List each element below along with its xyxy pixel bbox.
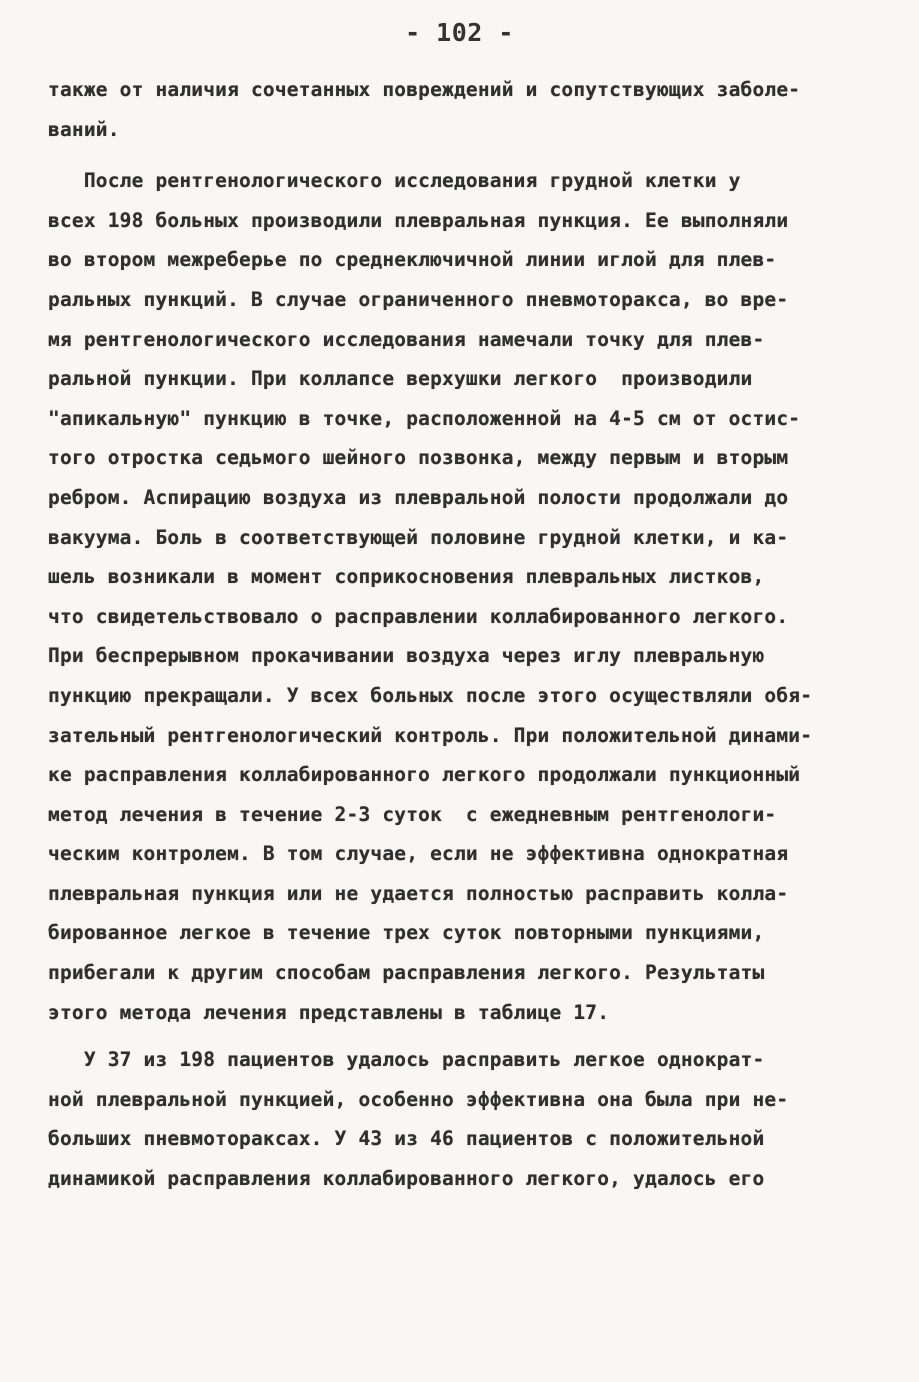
text-line: прибегали к другим способам расправления легкого. Результаты: [48, 961, 765, 985]
text-line: бированное легкое в течение трех суток повторными пункциями,: [48, 921, 765, 945]
text-line: ральной пункции. При коллапсе верхушки легкого производили: [48, 367, 753, 391]
text-line: ральных пункций. В случае ограниченного пневмоторакса, во вре-: [48, 287, 789, 311]
text-line: плевральная пункция или не удается полностью расправить колла-: [48, 881, 789, 905]
text-line: ребром. Аспирацию воздуха из плевральной полости продолжали до: [48, 485, 789, 509]
text-line: также от наличия сочетанных повреждений и сопутствующих заболе-: [48, 78, 801, 101]
text-line: метод лечения в течение 2-3 суток с ежедневным рентгенологи-: [48, 802, 777, 826]
text-line: ваний.: [48, 117, 120, 141]
text-line: мя рентгенологического исследования намечали точку для плев-: [48, 327, 765, 351]
text-line: больших пневмотораксах. У 43 из 46 пациентов с положительной: [48, 1127, 765, 1151]
text-line: что свидетельствовало о расправлении коллабированного легкого.: [48, 604, 789, 628]
body-text: [48, 70, 878, 1199]
paragraph-start-line: После рентгенологического исследования грудной клетки у: [48, 169, 741, 193]
text-line: ке расправления коллабированного легкого продолжали пункционный: [48, 763, 801, 787]
text-line: всех 198 больных производили плевральная пункция. Ее выполняли: [48, 208, 789, 232]
text-line: того отростка седьмого шейного позвонка, между первым и вторым: [48, 446, 789, 470]
text-line: "апикальную" пункцию в точке, расположенной на 4-5 см от остис-: [48, 406, 801, 430]
paragraph-start-line: У 37 из 198 пациентов удалось расправить легкое однократ-: [48, 1048, 765, 1072]
page-number: - 102 -: [405, 18, 514, 47]
text-line: зательный рентгенологический контроль. При положительной динами-: [48, 723, 813, 747]
text-line: динамикой расправления коллабированного легкого, удалось его: [48, 1167, 765, 1191]
text-line: шель возникали в момент соприкосновения плевральных листков,: [48, 565, 765, 589]
text-line: пункцию прекращали. У всех больных после этого осуществляли обя-: [48, 683, 813, 707]
text-line: во втором межреберье по среднеключичной линии иглой для плев-: [48, 248, 777, 272]
text-line: ной плевральной пункцией, особенно эффективна она была при не-: [48, 1087, 789, 1111]
text-line: ческим контролем. В том случае, если не эффективна однократная: [48, 842, 789, 866]
text-line: При беспрерывном прокачивании воздуха через иглу плевральную: [48, 644, 765, 668]
text-line: этого метода лечения представлены в таблице 17.: [48, 1000, 610, 1024]
text-line: вакуума. Боль в соответствующей половине грудной клетки, и ка-: [48, 525, 789, 549]
